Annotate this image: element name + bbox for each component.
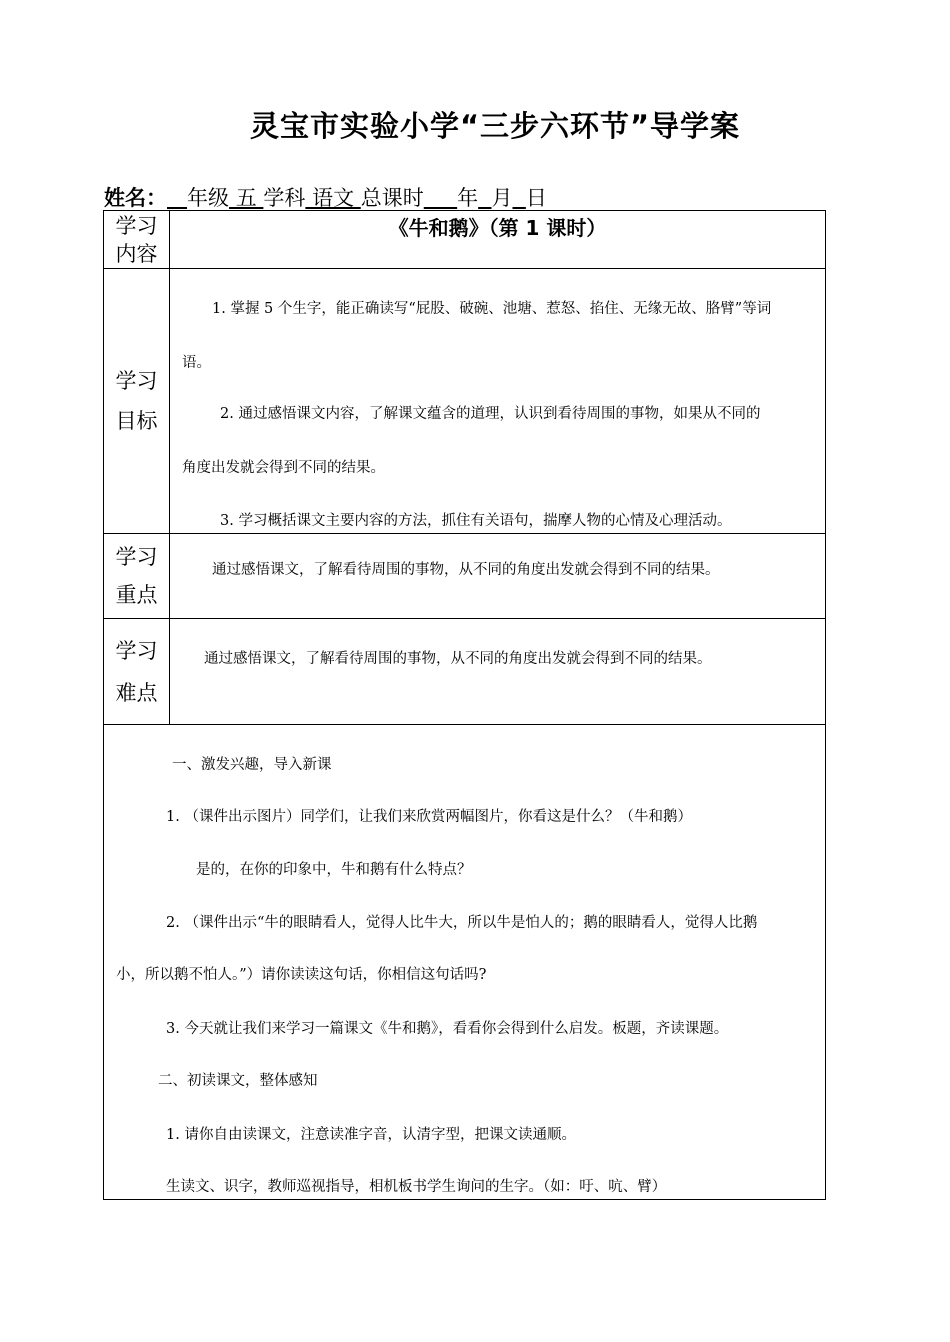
goal-3: 3. 学习概括课文主要内容的方法，抓住有关语句，揣摩人物的心情及心理活动。	[220, 513, 732, 529]
difficulty-cell	[170, 619, 825, 724]
difficulty-row	[104, 619, 825, 725]
goal-2-line-2: 角度出发就会得到不同的结果。	[182, 460, 385, 476]
section-1-step-3: 3. 今天就让我们来学习一篇课文《牛和鹅》，看看你会得到什么启发。板题，齐读课题。	[166, 1021, 729, 1037]
teaching-process-row	[104, 725, 825, 1199]
key-points-cell	[170, 534, 825, 618]
goals-cell	[170, 269, 825, 533]
goal-1-line-2: 语。	[182, 355, 211, 371]
month-label: 月	[491, 186, 513, 210]
section-1-step-1b: 是的，在你的印象中，牛和鹅有什么特点？	[196, 862, 472, 878]
goals-row	[104, 269, 825, 534]
grade-label: 年级	[187, 186, 230, 210]
section-1-step-1: 1. （课件出示图片）同学们，让我们来欣赏两幅图片，你看这是什么？（牛和鹅）	[166, 809, 692, 825]
key-points-label: 学习 重点	[104, 534, 170, 618]
page-title: 灵宝市实验小学“三步六环节”导学案	[249, 109, 741, 143]
grade-value: 五	[229, 186, 264, 210]
year-label: 年	[457, 186, 479, 210]
content-cell	[170, 211, 825, 268]
name-label: 姓名：	[104, 186, 167, 210]
student-info-line	[104, 182, 547, 212]
section-1-step-2-line-1: 2. （课件出示“牛的眼睛看人，觉得人比牛大，所以牛是怕人的；鹅的眼睛看人，觉得人比鹅	[166, 915, 758, 931]
subject-value: 语文	[305, 186, 361, 210]
content-row	[104, 211, 825, 269]
month-blank	[478, 186, 491, 210]
lesson-title: 《牛和鹅》（第 1 课时）	[388, 216, 607, 240]
total-lessons-label: 总课时	[360, 186, 424, 210]
key-points-row	[104, 534, 825, 619]
section-2-step-1: 1. 请你自由读课文，注意读准字音，认清字型，把课文读通顺。	[166, 1127, 576, 1143]
lesson-plan-table	[103, 210, 826, 1200]
content-label: 学习 内容	[104, 211, 170, 268]
name-blank	[167, 186, 187, 210]
total-lessons-blank	[424, 186, 457, 210]
section-2-heading: 二、初读课文，整体感知	[158, 1073, 318, 1089]
day-blank	[513, 186, 526, 210]
section-2-step-1b: 生读文、识字，教师巡视指导，相机板书学生询问的生字。（如：吁、吭、臂）	[166, 1179, 667, 1195]
goal-2-line-1: 2. 通过感悟课文内容，了解课文蕴含的道理，认识到看待周围的事物，如果从不同的	[220, 406, 761, 422]
subject-label: 学科	[263, 186, 306, 210]
goals-label: 学习 目标	[104, 269, 170, 533]
section-1-heading: 一、激发兴趣，导入新课	[172, 757, 332, 773]
difficulty-label: 学习 难点	[104, 619, 170, 724]
section-1-step-2-line-2: 小，所以鹅不怕人。”）请你读读这句话，你相信这句话吗?	[116, 967, 487, 983]
key-points-text: 通过感悟课文，了解看待周围的事物，从不同的角度出发就会得到不同的结果。	[212, 562, 720, 578]
day-label: 日	[525, 186, 547, 210]
goal-1-line-1: 1. 掌握 5 个生字，能正确读写“屁股、破碗、池塘、惹怒、掐住、无缘无故、胳臂”等词	[212, 301, 772, 317]
difficulty-text: 通过感悟课文，了解看待周围的事物，从不同的角度出发就会得到不同的结果。	[204, 651, 712, 667]
